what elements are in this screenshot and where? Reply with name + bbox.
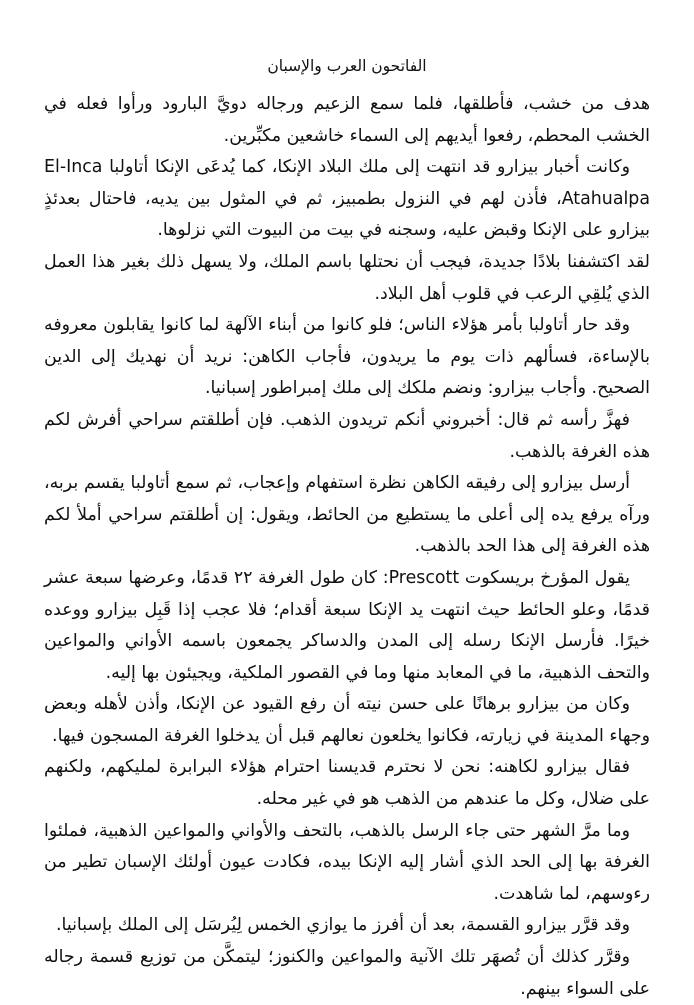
running-title: الفاتحون العرب والإسبان — [267, 57, 427, 75]
paragraph: وكانت أخبار بيزارو قد انتهت إلى ملك البلاد الإنكا، كما يُدعَى الإنكا أتاولبا El-Inca Atahualpa، فأذن لهم في النزول بطمبيز، ثم في المثول بين يديه، فاحتال بعدئذٍ بيزارو على الإنكا وقبض عليه، وسجنه في بيت من البيوت التي نزلوها. — [44, 157, 650, 241]
paragraph: يقول المؤرخ بريسكوت Prescott: كان طول الغرفة ٢٢ قدمًا، وعرضها سبعة عشر قدمًا، وعلو الحائط حيث انتهت يد الإنكا سبعة أقدام؛ فلا عجب إذا قَبِل بيزارو ووعده خيرًا. فأرسل الإنكا رسله إلى المدن والدساكر يجمعون باسمه الأواني والمواعين والتحف الذهبية، ما في المعابد منها وما في القصور الملكية، ويجيئون بها إليه. — [44, 567, 650, 683]
paragraph: فهزَّ رأسه ثم قال: أخبروني أنكم تريدون الذهب. فإن أطلقتم سراحي أفرش لكم هذه الغرفة بالذهب. — [44, 409, 650, 462]
paragraph: هدف من خشب، فأطلقها، فلما سمع الزعيم ورجاله دويَّ البارود ورأوا فعله في الخشب المحطم، رفعوا أيديهم إلى السماء خاشعين مكبِّرين. — [44, 94, 650, 146]
paragraph: وقد قرَّر بيزارو القسمة، بعد أن أفرز ما يوازي الخمس لِيُرسَل إلى الملك بإسبانيا. — [56, 915, 630, 936]
paragraph: وما مرَّ الشهر حتى جاء الرسل بالذهب، بالتحف والأواني والمواعين الذهبية، فملئوا الغرفة بها إلى الحد الذي أشار إليه الإنكا بيده، فكادت عيون أولئك الإسبان تطير من رءوسهم، لما شاهدت. — [44, 820, 650, 904]
paragraph: وقرَّر كذلك أن تُصهَر تلك الآنية والمواعين والكنوز؛ ليتمكَّن من توزيع قسمة رجاله على السواء بينهم. — [44, 947, 650, 999]
body-text — [44, 89, 650, 1005]
paragraph: وقد حار أتاولبا بأمر هؤلاء الناس؛ فلو كانوا من أبناء الآلهة لما كانوا يقابلون معروفه بالإساءة، فسألهم ذات يوم ما يريدون، فأجاب الكاهن: نريد أن نهديك إلى الدين الصحيح. وأجاب بيزارو: ونضم ملكك إلى ملك إمبراطور إسبانيا. — [44, 315, 650, 399]
paragraph: فقال بيزارو لكاهنه: نحن لا نحترم قديسنا احترام هؤلاء البرابرة لمليكهم، ولكنهم على ضلال، وكل ما عندهم من الذهب هو في غير محله. — [44, 757, 650, 810]
page — [44, 0, 650, 1005]
paragraph: وكان من بيزارو برهانًا على حسن نيته أن رفع القيود عن الإنكا، وأذن لأهله وبعض وجهاء المدينة في زيارته، فكانوا يخلعون نعالهم قبل أن يدخلوا الغرفة المسجون فيها. — [44, 694, 650, 746]
paragraph: لقد اكتشفنا بلادًا جديدة، فيجب أن نحتلها باسم الملك، ولا يسهل ذلك بغير هذا العمل الذي يُلقِي الرعب في قلوب أهل البلاد. — [44, 251, 650, 304]
paragraph: أرسل بيزارو إلى رفيقه الكاهن نظرة استفهام وإعجاب، ثم سمع أتاولبا يقسم بربه، ورآه يرفع يده إلى أعلى ما يستطيع من الحائط، ويقول: إن أطلقتم سراحي أملأ لكم هذه الغرفة إلى هذا الحد بالذهب. — [44, 473, 650, 557]
